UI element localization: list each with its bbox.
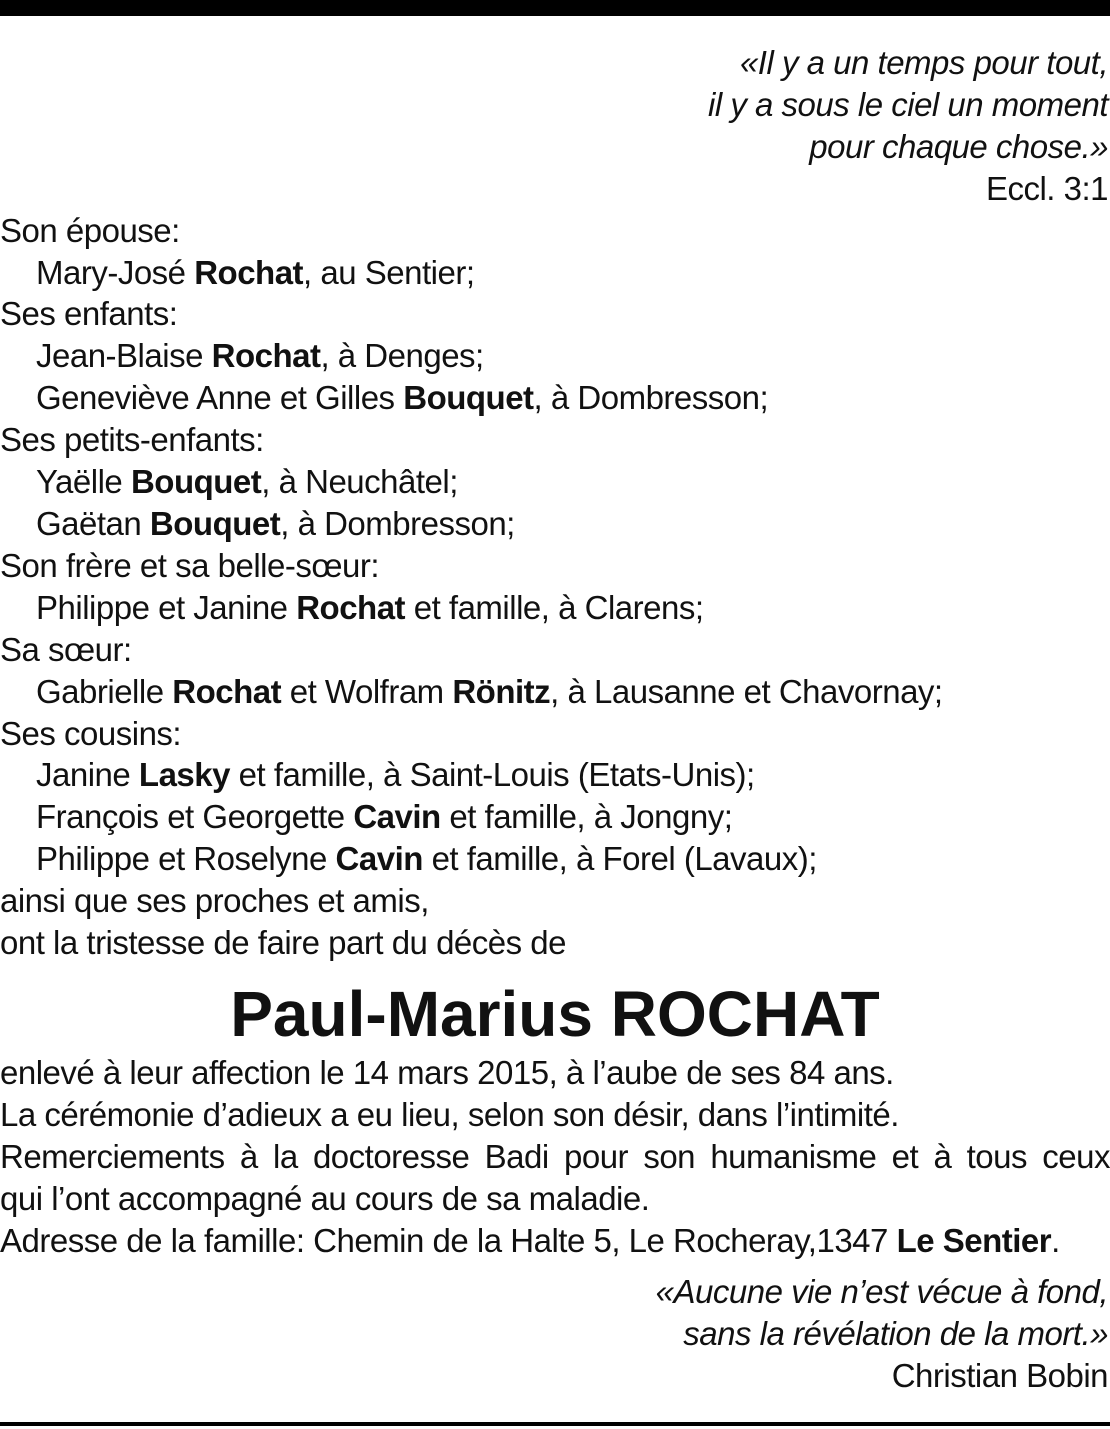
obituary-notice [0, 42, 1110, 1397]
notice-body [0, 1052, 1110, 1262]
family-member: Mary-José Rochat, au Sentier; [36, 253, 475, 291]
family-member: Philippe et Roselyne Cavin et famille, à Forel (Lavaux); [36, 840, 817, 878]
family-member: Philippe et Janine Rochat et famille, à Clarens; [36, 588, 704, 626]
closing-line: ont la tristesse de faire part du décès de [0, 924, 567, 962]
quote-line: «Aucune vie n’est vécue à fond, [655, 1273, 1108, 1311]
relation-heading: Ses enfants: [0, 295, 178, 333]
relation-heading: Ses petits-enfants: [0, 421, 264, 459]
relation-heading: Ses cousins: [0, 714, 182, 752]
quote-line: il y a sous le ciel un moment [707, 85, 1108, 123]
body-line: qui l’ont accompagné au cours de sa maladie. [0, 1179, 650, 1217]
opening-quote [0, 42, 1110, 210]
family-address: Adresse de la famille: Chemin de la Halte 5, Le Rocheray,1347 Le Sentier. [0, 1221, 1060, 1259]
family-member: Gabrielle Rochat et Wolfram Rönitz, à Lausanne et Chavornay; [36, 672, 943, 710]
family-member: Janine Lasky et famille, à Saint-Louis (Etats-Unis); [36, 756, 755, 794]
family-member: François et Georgette Cavin et famille, à Jongny; [36, 798, 733, 836]
relation-heading: Son épouse: [0, 211, 180, 249]
family-member: Geneviève Anne et Gilles Bouquet, à Dombresson; [36, 379, 769, 417]
body-line: enlevé à leur affection le 14 mars 2015, à l’aube de ses 84 ans. [0, 1053, 894, 1091]
closing-quote [0, 1271, 1110, 1397]
relation-heading: Sa sœur: [0, 630, 132, 668]
family-list [0, 210, 1110, 964]
relation-heading: Son frère et sa belle-sœur: [0, 546, 379, 584]
quote-line: sans la révélation de la mort.» [683, 1315, 1108, 1353]
deceased-name: Paul-Marius ROCHAT [230, 977, 880, 1050]
closing-line: ainsi que ses proches et amis, [0, 882, 429, 920]
quote-attribution: Eccl. 3:1 [985, 169, 1108, 207]
body-line: La cérémonie d’adieux a eu lieu, selon son désir, dans l’intimité. [0, 1095, 899, 1133]
top-rule [0, 0, 1110, 16]
quote-line: «Il y a un temps pour tout, [739, 44, 1108, 81]
body-line: Remerciements à la doctoresse Badi pour son humanisme et à tous ceux [0, 1137, 1110, 1175]
bottom-rule [0, 1422, 1110, 1426]
quote-line: pour chaque chose.» [809, 127, 1108, 165]
family-member: Jean-Blaise Rochat, à Denges; [36, 337, 484, 375]
quote-attribution: Christian Bobin [891, 1357, 1108, 1395]
family-member: Gaëtan Bouquet, à Dombresson; [36, 504, 515, 542]
family-member: Yaëlle Bouquet, à Neuchâtel; [36, 463, 458, 501]
